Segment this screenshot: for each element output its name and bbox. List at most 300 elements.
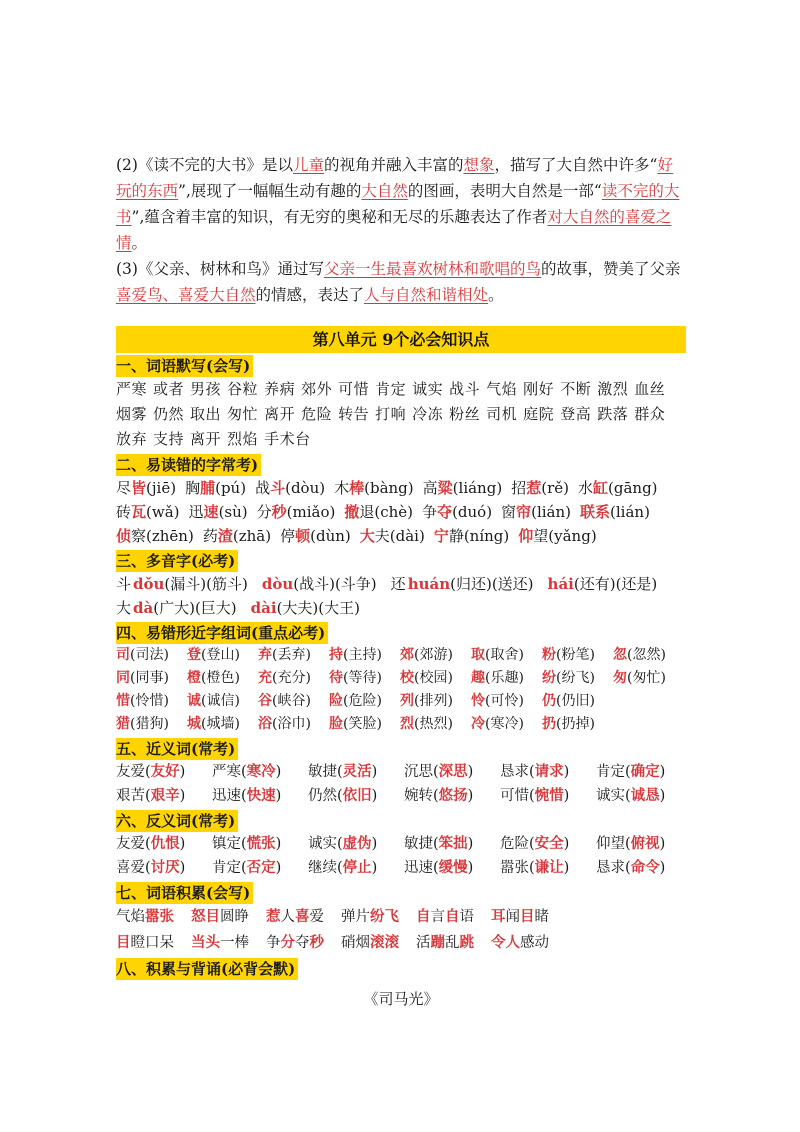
word: 冷冻 [412, 405, 444, 423]
pair-word: 命令 [630, 859, 660, 876]
word: 登高 [560, 405, 592, 423]
synonym-item: 肯定(确定) [596, 763, 666, 780]
plain-part: 人 [280, 909, 295, 925]
red-char: 联系 [580, 503, 611, 521]
red-part: 惹 [266, 908, 281, 925]
pinyin: (jiē) [146, 479, 177, 497]
word: 战斗 [449, 380, 481, 398]
pinyin-item [580, 500, 650, 524]
pair-word: 笨拙 [438, 835, 468, 852]
idiom [491, 904, 549, 930]
red-part: 纷飞 [370, 908, 399, 925]
word: 谷粒 [227, 380, 259, 398]
word: 沉思 [404, 764, 433, 780]
word: 镇定 [212, 836, 241, 852]
paragraph-2 [116, 152, 686, 256]
example: (峡谷) [272, 693, 311, 709]
pinyin: (miǎo) [286, 503, 336, 521]
similar-char-item [400, 667, 471, 690]
pair-word: 慌张 [246, 835, 276, 852]
red-char: 顿 [295, 527, 311, 545]
red-char: 仰 [518, 527, 534, 545]
word: 烟雾 [116, 405, 148, 423]
idiom [416, 904, 474, 930]
synonym-item: 严寒(寒冷) [212, 763, 282, 780]
pinyin-red: dài [250, 599, 277, 617]
example: (乐趣) [485, 670, 524, 686]
word: 婉转 [404, 788, 433, 804]
pinyin-item [578, 476, 658, 500]
word: 友爱 [116, 836, 145, 852]
highlight-text: 对大自然的喜爱之情 [116, 208, 672, 252]
red-char: 撤 [344, 503, 360, 521]
red-char: 持 [329, 647, 343, 663]
similar-char-item [116, 667, 187, 690]
red-char: 纷 [542, 670, 556, 686]
plain-part: 弹片 [341, 909, 370, 925]
char: 尽 [116, 479, 132, 497]
red-char: 险 [329, 693, 343, 709]
pinyin-item [203, 524, 271, 548]
pair-word: 寒冷 [246, 763, 276, 780]
plain-part: 闻 [505, 909, 520, 925]
red-char: 列 [400, 693, 414, 709]
red-char: 浴 [258, 716, 272, 732]
red-char: 登 [187, 647, 201, 663]
similar-char-item [400, 713, 471, 736]
example: (猎狗) [130, 716, 169, 732]
antonym-row [116, 856, 686, 880]
word: 群众 [634, 405, 666, 423]
pinyin-item [257, 500, 336, 524]
pinyin: 静(níng) [448, 527, 510, 545]
red-char: 渣 [217, 527, 233, 545]
example: (校园) [414, 670, 453, 686]
word: 可惜 [500, 788, 529, 804]
pinyin-item [189, 500, 248, 524]
highlight-text: 好玩的东西 [116, 156, 673, 200]
pinyin-row [116, 476, 686, 500]
red-part: 耳 [491, 908, 506, 925]
antonym-item: 恳求(命令) [596, 859, 666, 876]
pair-word: 惋惜 [534, 787, 564, 804]
section-2-rows [116, 476, 686, 548]
highlight-text: 儿童 [292, 156, 324, 174]
pinyin: (gāng) [608, 479, 658, 497]
word: 继续 [308, 860, 337, 876]
pair-word: 深思 [438, 763, 468, 780]
red-part: 怒目 [191, 908, 220, 925]
similar-char-item [187, 690, 258, 713]
examples: (归还)(送还) [450, 575, 534, 593]
similar-char-item [187, 667, 258, 690]
char: 战 [255, 479, 271, 497]
example: (橙色) [201, 670, 240, 686]
pinyin: (pú) [215, 479, 247, 497]
word: 司机 [486, 405, 518, 423]
pinyin-red: huán [407, 575, 451, 593]
example: (主持) [343, 647, 382, 663]
red-char: 猎 [116, 716, 130, 732]
section-7 [116, 880, 686, 956]
plain-part: 一棒 [220, 935, 249, 951]
word: 诚实 [412, 380, 444, 398]
body-text: 的图画，表明大自然是一部“ [407, 182, 602, 200]
pinyin: (duó) [452, 503, 493, 521]
word: 危险 [301, 405, 333, 423]
polyphone-item [251, 596, 360, 620]
red-char: 城 [187, 716, 201, 732]
synonym-row [116, 784, 686, 808]
body-text: 。 [488, 286, 504, 304]
char: 窗 [501, 503, 517, 521]
red-char: 弃 [258, 647, 272, 663]
idiom-row [116, 930, 686, 956]
red-char: 匆 [613, 670, 627, 686]
word: 肯定 [375, 380, 407, 398]
section-6-title: 六、反义词(常考) [116, 810, 238, 832]
pinyin: (lián) [610, 503, 650, 521]
idiom [116, 904, 174, 930]
plain-part: 瞪口呆 [130, 935, 174, 951]
red-char: 皆 [131, 479, 147, 497]
pinyin: (rě) [541, 479, 569, 497]
example: (等待) [343, 670, 382, 686]
word: 严寒 [212, 764, 241, 780]
plain-part: 硝烟 [341, 935, 370, 951]
unit-banner: 第八单元 9个必会知识点 [116, 326, 686, 353]
word: 放弃 [116, 430, 148, 448]
section-6 [116, 808, 686, 880]
idiom [191, 904, 249, 930]
pair-word: 诚恳 [630, 787, 660, 804]
word: 不断 [560, 380, 592, 398]
pinyin: (liáng) [452, 479, 503, 497]
similar-char-row [116, 713, 686, 736]
word: 友爱 [116, 764, 145, 780]
polyphone-item [116, 596, 131, 620]
char: 高 [422, 479, 438, 497]
word: 严寒 [116, 380, 148, 398]
similar-char-item [258, 713, 329, 736]
word: 肯定 [212, 860, 241, 876]
pair-word: 否定 [246, 859, 276, 876]
plain-part: 睹 [534, 909, 549, 925]
synonym-item: 可惜(惋惜) [500, 787, 570, 804]
pinyin-item [334, 476, 414, 500]
similar-char-item [329, 644, 400, 667]
similar-char-item [258, 690, 329, 713]
body-text: 的情感，表达了 [255, 286, 365, 304]
word: 艰苦 [116, 788, 145, 804]
char: 胸 [185, 479, 201, 497]
example: (取舍) [485, 647, 524, 663]
similar-char-item [613, 644, 684, 667]
polyphone-item [116, 572, 131, 596]
synonym-item: 艰苦(艰辛) [116, 787, 186, 804]
red-part: 跳 [459, 934, 474, 951]
pair-word: 仇恨 [150, 835, 180, 852]
char: 迅 [188, 503, 204, 521]
paragraph-3 [116, 256, 686, 308]
pair-word: 悠扬 [438, 787, 468, 804]
word: 郊外 [301, 380, 333, 398]
pinyin-item [422, 500, 492, 524]
section-1 [116, 353, 686, 452]
antonym-item: 嚣张(谦让) [500, 859, 570, 876]
polyphone-item [391, 572, 406, 596]
example: (匆忙) [627, 670, 666, 686]
red-char: 帘 [516, 503, 532, 521]
word: 嚣张 [500, 860, 529, 876]
word: 刚好 [523, 380, 555, 398]
pinyin: 望(yǎng) [533, 527, 597, 545]
word: 迅速 [212, 788, 241, 804]
section-4 [116, 620, 686, 736]
similar-char-row [116, 644, 686, 667]
pinyin-item [116, 524, 194, 548]
highlight-text: 大自然 [361, 182, 408, 200]
red-part: 滚滚 [370, 934, 399, 951]
red-char: 烈 [400, 716, 414, 732]
char: 停 [280, 527, 296, 545]
idiom [416, 930, 474, 956]
pinyin-row [116, 524, 686, 548]
pinyin-row [116, 500, 686, 524]
red-char: 趣 [471, 670, 485, 686]
word: 气焰 [486, 380, 518, 398]
word: 危险 [500, 836, 529, 852]
antonym-row [116, 832, 686, 856]
red-char: 橙 [187, 670, 201, 686]
polyphone-char: 还 [390, 575, 406, 593]
plain-part: 爱 [309, 909, 324, 925]
plain-part: 圆睁 [220, 909, 249, 925]
plain-part: 夺 [295, 935, 310, 951]
example: (仍旧) [556, 693, 595, 709]
example: (排列) [414, 693, 453, 709]
section-6-rows [116, 832, 686, 880]
similar-char-item [471, 690, 542, 713]
pinyin: (zhā) [232, 527, 272, 545]
antonym-item: 喜爱(讨厌) [116, 859, 186, 876]
pinyin: (dòu) [285, 479, 326, 497]
plain-part: 活 [416, 935, 431, 951]
plain-part: 乱 [445, 935, 460, 951]
polyphone-char: 斗 [116, 575, 132, 593]
similar-char-item [116, 690, 187, 713]
word: 诚实 [308, 836, 337, 852]
word: 迅速 [404, 860, 433, 876]
antonym-item: 危险(安全) [500, 835, 570, 852]
similar-char-item [329, 713, 400, 736]
pair-word: 虚伪 [342, 835, 372, 852]
synonym-item: 敏捷(灵活) [308, 763, 378, 780]
examples: (广大)(巨大) [153, 599, 237, 617]
pinyin: (lián) [531, 503, 571, 521]
red-char: 瓦 [131, 503, 147, 521]
polyphone-item [133, 572, 248, 596]
red-char: 侦 [116, 527, 132, 545]
example: (扔掉) [556, 716, 595, 732]
word: 跌落 [597, 405, 629, 423]
char: 药 [202, 527, 218, 545]
example: (怜惜) [130, 693, 169, 709]
pair-word: 快速 [246, 787, 276, 804]
antonym-item: 迅速(缓慢) [404, 859, 474, 876]
body-text: (2)《读不完的大书》是以 [116, 156, 293, 174]
idiom [341, 904, 399, 930]
antonym-item: 友爱(仇恨) [116, 835, 186, 852]
pair-word: 缓慢 [438, 859, 468, 876]
word: 离开 [264, 405, 296, 423]
similar-char-item [542, 713, 613, 736]
red-part: 喜 [295, 908, 310, 925]
red-char: 粱 [437, 479, 453, 497]
red-char: 冷 [471, 716, 485, 732]
word: 男孩 [190, 380, 222, 398]
polyphone-item [133, 596, 237, 620]
word: 敏捷 [404, 836, 433, 852]
example: (粉笔) [556, 647, 595, 663]
red-char: 脸 [329, 716, 343, 732]
section-5-title: 五、近义词(常考) [116, 738, 238, 760]
word: 喜爱 [116, 860, 145, 876]
section-8-title: 八、积累与背诵(必背会默) [116, 958, 298, 980]
example: (忽然) [627, 647, 666, 663]
char: 分 [256, 503, 272, 521]
pair-word: 俯视 [630, 835, 660, 852]
pinyin: 退(chè) [359, 503, 414, 521]
similar-char-item [187, 713, 258, 736]
similar-char-row [116, 667, 686, 690]
antonym-item: 仰望(俯视) [596, 835, 666, 852]
red-part: 分 [280, 934, 295, 951]
example: (充分) [272, 670, 311, 686]
plain-part: 语 [459, 909, 474, 925]
idiom [191, 930, 249, 956]
highlight-text: 想象 [463, 156, 495, 174]
pinyin: (sù) [218, 503, 248, 521]
examples: (还有)(还是) [573, 575, 658, 593]
body-text: 。 [131, 234, 148, 252]
example: (纷飞) [556, 670, 595, 686]
word: 仍然 [153, 405, 185, 423]
example: (城墙) [201, 716, 240, 732]
pinyin: 夫(dài) [374, 527, 425, 545]
example: (危险) [343, 693, 382, 709]
pair-word: 谦让 [534, 859, 564, 876]
idiom [341, 930, 399, 956]
section-4-title: 四、易错形近字组词(重点必考) [116, 622, 328, 644]
word: 仰望 [596, 836, 625, 852]
section-2 [116, 452, 686, 548]
similar-char-item [542, 644, 613, 667]
pair-word: 友好 [150, 763, 180, 780]
word: 烈焰 [227, 430, 259, 448]
word: 血丝 [634, 380, 666, 398]
pinyin-item [280, 524, 351, 548]
similar-char-item [542, 667, 613, 690]
word: 激烈 [597, 380, 629, 398]
pair-word: 讨厌 [150, 859, 180, 876]
red-part: 令人 [491, 934, 520, 951]
red-char: 仍 [542, 693, 556, 709]
pair-word: 请求 [534, 763, 564, 780]
similar-char-item [258, 644, 329, 667]
highlight-text: 喜爱鸟、喜爱大自然 [116, 286, 256, 304]
polyphone-char: 大 [116, 599, 132, 617]
plain-part: 争 [266, 935, 281, 951]
example: (司法) [130, 647, 169, 663]
pinyin-item [360, 524, 425, 548]
polyphone-item [408, 572, 534, 596]
red-char: 待 [329, 670, 343, 686]
idiom [491, 930, 549, 956]
red-char: 宁 [433, 527, 449, 545]
red-char: 大 [359, 527, 375, 545]
idiom [116, 930, 174, 956]
pinyin-item [344, 500, 413, 524]
highlight-text: 父亲一生最喜欢树林和歌唱的鸟 [323, 260, 541, 278]
examples: (大夫)(大王) [276, 599, 360, 617]
similar-char-item [471, 667, 542, 690]
plain-part: 感动 [520, 935, 549, 951]
example: (诚信) [201, 693, 240, 709]
red-char: 夺 [437, 503, 453, 521]
word: 打响 [375, 405, 407, 423]
section-8 [116, 956, 686, 1009]
red-char: 速 [203, 503, 219, 521]
pinyin-item [116, 500, 180, 524]
red-char: 忽 [613, 647, 627, 663]
red-part: 自 [416, 908, 431, 925]
similar-char-item [116, 713, 187, 736]
similar-char-item [400, 644, 471, 667]
pinyin-red: dà [133, 599, 154, 617]
similar-char-item [471, 713, 542, 736]
red-char: 取 [471, 647, 485, 663]
pinyin-red: dòu [261, 575, 294, 593]
red-part: 目 [520, 908, 535, 925]
pinyin-item [423, 476, 503, 500]
pinyin-item [511, 476, 569, 500]
section-2-title: 二、易读错的字常考) [116, 454, 261, 476]
antonym-item: 诚实(虚伪) [308, 835, 378, 852]
red-char: 缸 [593, 479, 609, 497]
red-char: 同 [116, 670, 130, 686]
similar-char-item [116, 644, 187, 667]
synonym-item: 沉思(深思) [404, 763, 474, 780]
pinyin-item [434, 524, 509, 548]
word: 肯定 [596, 764, 625, 780]
red-char: 谷 [258, 693, 272, 709]
example: (笑脸) [343, 716, 382, 732]
section-4-rows [116, 644, 686, 736]
example: (同事) [130, 670, 169, 686]
similar-char-item [471, 644, 542, 667]
body-text: ”,展现了一幅幅生动有趣的 [178, 182, 362, 200]
pinyin-red: hái [547, 575, 574, 593]
pinyin: (dùn) [310, 527, 351, 545]
pinyin-red: dǒu [133, 575, 165, 593]
red-char: 粉 [542, 647, 556, 663]
word: 庭院 [523, 405, 555, 423]
idiom-row [116, 904, 686, 930]
plain-part: 气焰 [116, 909, 145, 925]
body-text: 的故事，赞美了父亲 [540, 260, 681, 278]
red-char: 充 [258, 670, 272, 686]
